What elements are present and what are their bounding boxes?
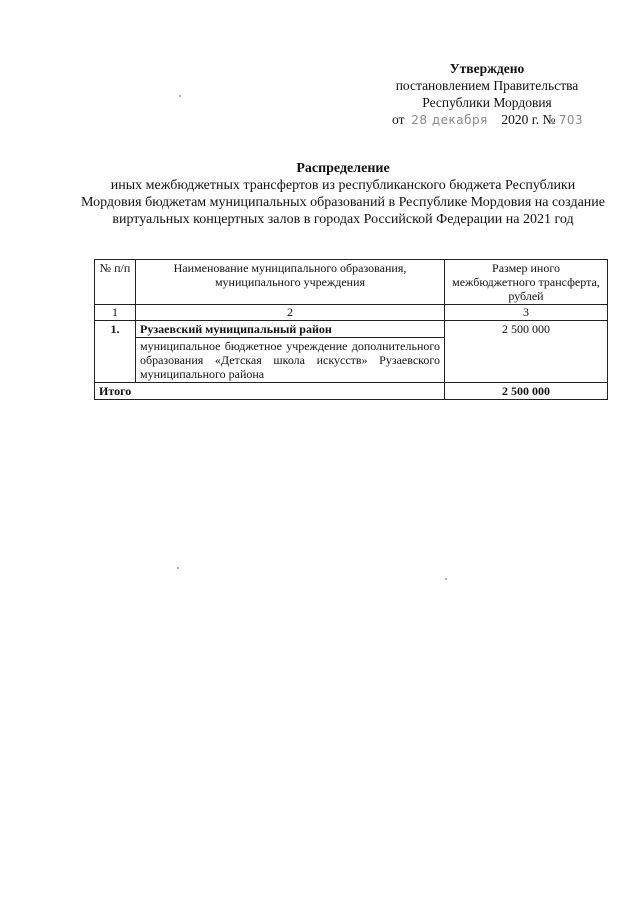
- scan-speck: [177, 567, 179, 569]
- scan-speck: [179, 95, 181, 97]
- table-total-row: [95, 383, 608, 400]
- document-title: [80, 160, 606, 228]
- approval-heading: Утверждено: [449, 61, 525, 76]
- index-cell-3: 3: [445, 305, 608, 321]
- approval-prefix: от: [392, 112, 405, 127]
- approval-date: 28 декабря: [411, 113, 488, 127]
- distribution-table: [94, 259, 608, 400]
- total-amount: 2 500 000: [445, 383, 608, 400]
- row-institution: муниципальное бюджетное учреждение дополнительного образования «Детская школа искусств» Рузаевского муниципального района: [136, 338, 445, 383]
- header-name: Наименование муниципального образования, муниципального учреждения: [136, 260, 445, 305]
- scan-speck: [445, 578, 447, 580]
- table-header-row: [95, 260, 608, 305]
- table-row: [95, 321, 608, 338]
- header-amount: Размер иного межбюджетного трансферта, рублей: [445, 260, 608, 305]
- title-body: иных межбюджетных трансфертов из республиканского бюджета Республики Мордовия бюджетам муниципальных образований в Республике Мордовия на создание виртуальных концертных залов в городах Российской Федерации на 2021 год: [81, 178, 605, 227]
- index-cell-1: 1: [95, 305, 136, 321]
- title-heading: Распределение: [296, 161, 390, 176]
- approval-line-2: Республики Мордовия: [422, 95, 552, 110]
- approval-year: 2020 г. №: [501, 112, 556, 127]
- row-amount: 2 500 000: [445, 321, 608, 383]
- approval-line-1: постановлением Правительства: [395, 78, 579, 93]
- index-cell-2: 2: [136, 305, 445, 321]
- total-label: Итого: [95, 383, 445, 400]
- approval-date-line: [372, 111, 602, 129]
- approval-block: [372, 60, 602, 129]
- row-district: Рузаевский муниципальный район: [136, 321, 445, 338]
- approval-number: 703: [558, 113, 584, 127]
- row-num: 1.: [95, 321, 136, 383]
- header-num: № п/п: [95, 260, 136, 305]
- table-index-row: [95, 305, 608, 321]
